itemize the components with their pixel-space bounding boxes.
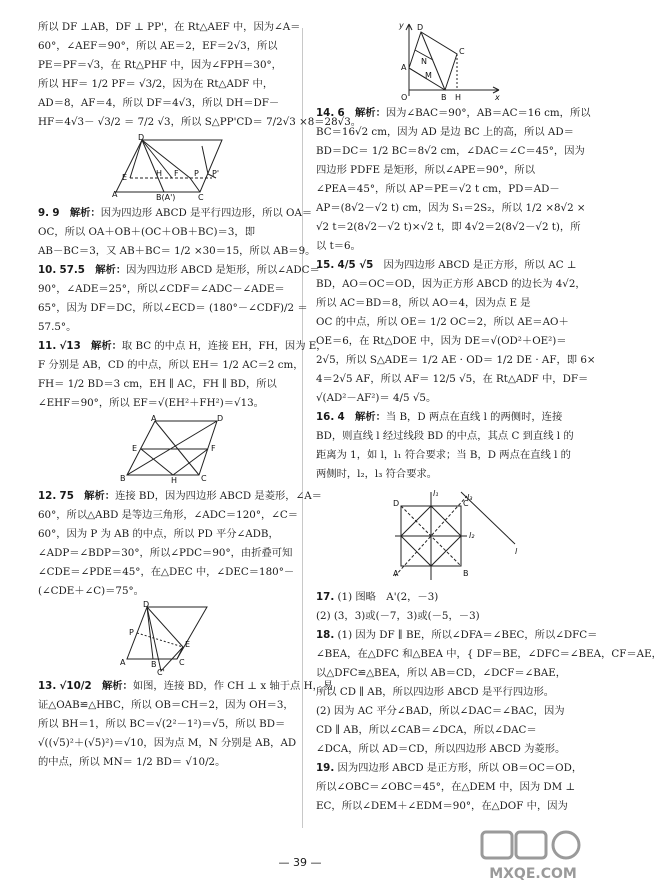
fig-label: x [495, 93, 500, 102]
text-line: 2√5，所以 S△ADE＝ 1/2 AE · OD＝ 1/2 DE · AF，即 6× [316, 354, 596, 366]
text-line: EC，所以∠DEM＋∠EDM＝90°，在△DOF 中，因为 [316, 800, 568, 812]
text-line: 四边形 PDFE 是矩形，所以∠APE＝90°，所以 [316, 164, 536, 176]
fig-label: y [399, 21, 404, 30]
question-number: 9. [38, 207, 50, 219]
fig-label: E [132, 444, 138, 453]
question-15 [316, 256, 596, 408]
text-line: (1) 图略 A'(2，－3) [337, 591, 439, 603]
text-line: BD，AO＝OC＝OD，因为正方形 ABCD 的边长为 4√2， [316, 278, 586, 290]
text-line: AB－BC＝3，又 AB＋BC＝ 1/2 ×30＝15，所以 AB＝9。 [38, 245, 316, 257]
analysis-tag: 解析： [355, 107, 386, 119]
answer: 9 [52, 207, 60, 219]
figure-q12 [117, 600, 227, 677]
question-18 [316, 626, 662, 759]
text-line: 因为四边形 ABCD 是平行四边形，所以 OA＝ [100, 207, 313, 219]
analysis-tag: 解析： [95, 264, 127, 276]
text-line: 因为∠BAC＝90°，AB＝AC＝16 cm，所以 [385, 107, 591, 119]
answer: 57.5 [59, 264, 85, 276]
text-line: 以△DFC≌△BEA，所以 AB＝CD，∠DCF＝∠BAE， [316, 667, 567, 679]
fig-label: l [515, 547, 518, 556]
analysis-tag: 解析： [84, 490, 116, 502]
text-line: ∠ADP＝∠BDP＝30°，所以∠PDC＝90°，由折叠可知 [38, 547, 293, 559]
text-line: 所以 BH＝1，所以 BC＝√(2²－1²)＝√5，所以 BD＝ [38, 718, 286, 730]
answer: 6 [337, 107, 345, 119]
text-line: 57.5°。 [38, 321, 77, 333]
text-line: OC，所以 OA＋OB＋(OC＋OB＋BC)＝3，即 [38, 226, 255, 238]
text-line: BD，则直线 l 经过线段 BD 的中点，其点 C 到直线 l 的 [316, 430, 574, 442]
text-line: 所以∠OBC＝∠OBC＝45°，在△DEM 中，因为 DM ⊥ [316, 781, 576, 793]
question-number: 17. [316, 591, 335, 603]
figure-q13 [395, 20, 505, 102]
analysis-tag: 解析： [101, 680, 133, 692]
fig-label: l₃ [467, 493, 473, 502]
figure-q8 [112, 134, 232, 202]
text-line: 因为四边形 ABCD 是矩形，所以∠ADC＝ [126, 264, 320, 276]
text-line: PE＝PF＝√3，在 Rt△PHF 中，因为∠FPH＝30°， [38, 59, 282, 71]
text-line: 连接 BD，因为四边形 ABCD 是菱形，∠A＝ [115, 490, 322, 502]
right-column [316, 18, 662, 816]
fig-label: C [463, 499, 469, 508]
question-number: 14. [316, 107, 335, 119]
fig-label: M [425, 71, 432, 80]
text-line: ∠BEA，在△DFC 和△BEA 中，{ DF＝BE，∠DFC＝∠BEA，CF＝AE， [316, 648, 662, 660]
fig-label: l₁ [433, 489, 439, 498]
text-line: √2 t＝2(8√2－√2 t)×√2 t，即 4√2＝2(8√2－√2 t)，所 [316, 221, 581, 233]
fig-label: A [151, 414, 157, 423]
text-line: 当 B，D 两点在直线 l 的两侧时，连接 [385, 411, 563, 423]
text-line: F 分别是 AB，CD 的中点，所以 EH＝ 1/2 AC＝2 cm， [38, 359, 304, 371]
question-number: 18. [316, 629, 335, 641]
fig-label: D [393, 499, 400, 508]
fig-label: O [401, 93, 408, 102]
page-number-value: 39 [293, 856, 307, 869]
fig-label: A [401, 63, 407, 72]
text-line: 如图，连接 BD，作 CH ⊥ x 轴于点 H，易 [132, 680, 334, 692]
text-line: 因为四边形 ABCD 是正方形，所以 OB＝OC＝OD， [337, 762, 583, 774]
answer: 75 [59, 490, 74, 502]
fig-label: B [151, 660, 157, 669]
text-line: 65°，因为 DF＝DC，所以∠ECD＝ (180°－∠CDF)/2 ＝ [38, 302, 308, 314]
analysis-tag: 解析： [69, 207, 101, 219]
answer: 4/5 √5 [337, 259, 374, 271]
fig-label: C [198, 193, 204, 202]
fig-label: E [122, 173, 128, 182]
fig-label: C [459, 47, 465, 56]
text-line: BD＝DC＝ 1/2 BC＝8√2 cm，∠DAC＝∠C＝45°，因为 [316, 145, 585, 157]
text-line: 所以 CD ∥ AB，所以四边形 ABCD 是平行四边形。 [316, 686, 555, 698]
fig-label: P' [212, 169, 220, 178]
answer: √10/2 [59, 680, 92, 692]
text-line: OE＝6，在 Rt△DOE 中，因为 DE＝√(OD²＋OE²)＝ [316, 335, 567, 347]
text-line: AD＝8，AF＝4，所以 DF＝4√3，所以 DH＝DF－ [38, 97, 280, 109]
text-line: 取 BC 的中点 H，连接 EH，FH，因为 E， [121, 340, 327, 352]
fig-label: H [156, 169, 163, 178]
text-line: 以 t＝6。 [316, 240, 361, 252]
text-line: 60°，因为 P 为 AB 的中点，所以 PD 平分∠ADB， [38, 528, 279, 540]
question-number: 16. [316, 411, 335, 423]
page-number: — 39 — [278, 856, 322, 869]
fig-label: B [441, 93, 447, 102]
question-number: 15. [316, 259, 335, 271]
question-number: 11. [38, 340, 57, 352]
analysis-tag: 解析： [91, 340, 122, 352]
text-line: OC 的中点，所以 OE＝ 1/2 OC＝2，所以 AE＝AO＋ [316, 316, 569, 328]
fig-label: B(A') [156, 193, 176, 202]
text-line: 因为四边形 ABCD 是正方形，所以 AC ⊥ [383, 259, 577, 271]
question-16 [316, 408, 584, 484]
text-line: 60°，所以△ABD 是等边三角形，∠ADC＝120°，∠C＝ [38, 509, 299, 521]
text-line: (∠CDE＋∠C)＝75°。 [38, 585, 144, 597]
question-12 [38, 487, 322, 601]
analysis-tag: 解析： [355, 411, 386, 423]
fig-label: F [211, 444, 216, 453]
fig-label: C [201, 474, 207, 483]
question-11 [38, 337, 327, 413]
question-14 [316, 104, 591, 256]
answer: 4 [337, 411, 345, 423]
text-line: (2) (3，3)或(－7，3)或(－5，－3) [316, 610, 480, 622]
text-line: FH＝ 1/2 BD＝3 cm，EH ∥ AC，FH ∥ BD，所以 [38, 378, 277, 390]
question-17 [316, 588, 584, 626]
fig-label: E [185, 640, 191, 649]
fig-label: D [217, 414, 224, 423]
text-line: ∠EHF＝90°，所以 EF＝√(EH²＋FH²)＝√13。 [38, 397, 264, 409]
text-line: 所以 HF＝ 1/2 PF＝ √3/2，因为在 Rt△ADF 中， [38, 78, 274, 90]
question-9 [38, 204, 316, 261]
text-line: 60°，∠AEF＝90°，所以 AE＝2，EF＝2√3，所以 [38, 40, 278, 52]
question-number: 19. [316, 762, 335, 774]
text-line: √((√5)²＋(√5)²)＝√10，因为点 M，N 分别是 AB，AD [38, 737, 297, 749]
fig-label: B [120, 474, 126, 483]
text-line: AP＝(8√2－√2 t) cm，因为 S₁＝2S₂，所以 1/2 ×8√2 × [316, 202, 586, 214]
text-line: ∠PEA＝45°，所以 AP＝PE＝√2 t cm，PD＝AD－ [316, 183, 560, 195]
fig-label: A [393, 569, 399, 578]
fig-label: A [120, 658, 126, 667]
fig-label: C' [157, 668, 165, 677]
svg-text:MXQE.COM: MXQE.COM [489, 866, 577, 882]
fig-label: l₂ [469, 531, 475, 540]
watermark-logo [478, 828, 588, 882]
fig-label: C [179, 658, 185, 667]
question-10 [38, 261, 320, 337]
text-line: ∠DCA，所以 AD＝CD，所以四边形 ABCD 为菱形。 [316, 743, 566, 755]
text-line: (2) 因为 AC 平分∠BAD，所以∠DAC＝∠BAC，因为 [316, 705, 565, 717]
fig-label: P [129, 628, 134, 637]
text-line: 4＝2√5 AF，所以 AF＝ 12/5 √5，在 Rt△ADF 中，DF＝ [316, 373, 589, 385]
text-line: ∠CDE＝∠PDE＝45°，在△DEC 中，∠DEC＝180°－ [38, 566, 295, 578]
figure-q11 [117, 415, 227, 485]
fig-label: H [171, 476, 178, 485]
question-19 [316, 759, 584, 816]
text-line: 的中点，所以 MN＝ 1/2 BD＝ √10/2。 [38, 756, 226, 768]
answer: √13 [59, 340, 81, 352]
fig-label: B [463, 569, 469, 578]
text-line: √(AD²－AF²)＝ 4/5 √5。 [316, 392, 437, 404]
text-line: (1) 因为 DF ∥ BE，所以∠DFA＝∠BEC，所以∠DFC＝ [337, 629, 598, 641]
fig-label: D [138, 133, 145, 142]
text-line: 90°，∠ADE＝25°，所以∠CDF＝∠ADC－∠ADE＝ [38, 283, 285, 295]
text-line: HF＝4√3－ √3/2 ＝ 7/2 √3，所以 S△PP'CD＝ 7/2√3 ×8＝28√3。 [38, 116, 362, 128]
text-line: 距离为 1，如 l，l₁ 符合要求；当 B，D 两点在直线 l 的 [316, 449, 571, 461]
fig-label: H [455, 93, 462, 102]
text-line: 证△OAB≌△HBC，所以 OB＝CH＝2，因为 OH＝3， [38, 699, 294, 711]
text-line: 两侧时，l₂，l₃ 符合要求。 [316, 468, 438, 480]
fig-label: F [174, 169, 179, 178]
text-line: 所以 AC＝BD＝8，所以 AO＝4，因为点 E 是 [316, 297, 531, 309]
fig-label: N [421, 57, 427, 66]
question-number: 10. [38, 264, 57, 276]
fig-label: D [143, 600, 150, 609]
figure-q16 [375, 486, 525, 586]
question-number: 13. [38, 680, 57, 692]
fig-label: P [194, 169, 199, 178]
fig-label: A [112, 190, 118, 199]
text-line: BC＝16√2 cm，因为 AD 是边 BC 上的高，所以 AD＝ [316, 126, 574, 138]
text-line: 所以 DF ⊥AB，DF ⊥ PP'，在 Rt△AEF 中，因为∠A＝ [38, 21, 301, 33]
question-number: 12. [38, 490, 57, 502]
text-line: CD ∥ AB，所以∠CAB＝∠DCA，所以∠DAC＝ [316, 724, 537, 736]
fig-label: D [417, 23, 424, 32]
